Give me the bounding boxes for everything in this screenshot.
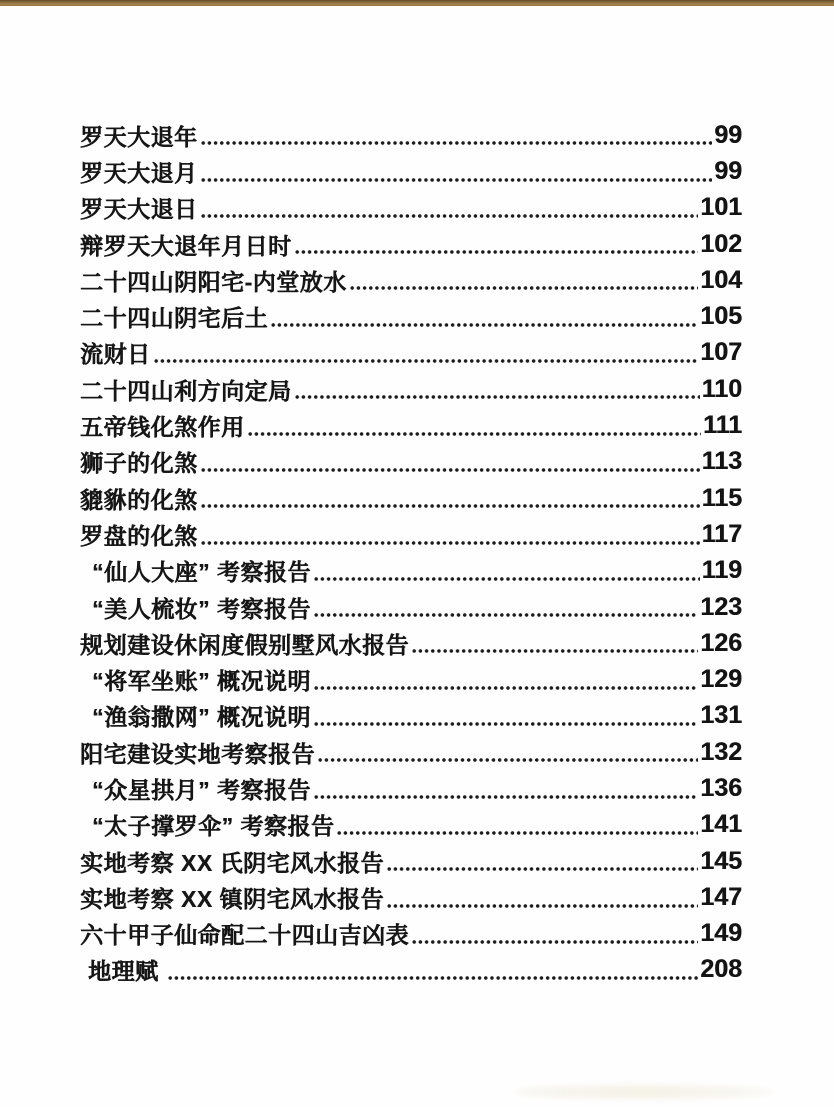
toc-entry <box>80 879 742 915</box>
toc-entry-title: 辩罗天大退年月日时 <box>80 232 292 259</box>
toc-entry-page-number: 115 <box>701 483 742 512</box>
toc-entry-page-number: 110 <box>701 374 742 403</box>
dot-leader <box>201 214 699 218</box>
toc-entry <box>80 190 742 226</box>
toc-entry <box>80 916 742 952</box>
toc-entry-page-number: 129 <box>700 665 742 694</box>
toc-entry-title: 实地考察 XX 氏阴宅风水报告 <box>80 849 384 876</box>
dot-leader <box>168 976 698 980</box>
dot-leader <box>201 468 700 472</box>
toc-entry-page-number: 208 <box>700 955 742 984</box>
dot-leader <box>201 541 700 545</box>
toc-entry-page-number: 117 <box>701 519 742 548</box>
dot-leader <box>314 795 698 799</box>
toc-entry-page-number: 145 <box>700 846 742 875</box>
toc-entry-page-number: 131 <box>700 701 742 730</box>
toc-entry-title: 罗盘的化煞 <box>80 522 198 549</box>
toc-entry <box>80 516 742 552</box>
toc-entry <box>80 589 742 625</box>
toc-entry-title: “众星拱月” 考察报告 <box>92 776 311 803</box>
toc-entry-page-number: 107 <box>700 338 742 367</box>
dot-leader <box>314 686 698 690</box>
toc-entry <box>80 262 742 298</box>
toc-entry-title: 二十四山利方向定局 <box>80 377 292 404</box>
dot-leader <box>201 178 713 182</box>
toc-entry-page-number: 147 <box>700 882 742 911</box>
top-border-bar <box>0 0 834 6</box>
dot-leader <box>350 286 699 290</box>
toc-entry-page-number: 105 <box>700 302 742 331</box>
toc-entry-title: 阳宅建设实地考察报告 <box>80 740 315 767</box>
dot-leader <box>314 722 698 726</box>
toc-entry-page-number: 136 <box>700 773 742 802</box>
dot-leader <box>337 831 698 835</box>
toc-entry-title: 二十四山阴宅后土 <box>80 305 268 332</box>
toc-entry <box>80 335 742 371</box>
toc-entry <box>80 117 742 153</box>
toc-entry <box>80 407 742 443</box>
toc-entry <box>80 625 742 661</box>
toc-entry-title: “渔翁撒网” 概况说明 <box>92 704 311 731</box>
toc-entry-page-number: 111 <box>703 411 742 440</box>
toc-entry <box>80 553 742 589</box>
toc-entry-title: 五帝钱化煞作用 <box>80 414 245 441</box>
toc-entry-title: 罗天大退年 <box>80 123 198 150</box>
toc-entry-page-number: 104 <box>700 265 742 294</box>
toc-entry-page-number: 113 <box>701 447 742 476</box>
dot-leader <box>387 867 698 871</box>
dot-leader <box>412 940 698 944</box>
toc-entry-page-number: 99 <box>714 120 742 149</box>
toc-entry-page-number: 149 <box>700 919 742 948</box>
dot-leader <box>201 504 700 508</box>
toc-entry <box>80 298 742 334</box>
toc-entry <box>80 698 742 734</box>
dot-leader <box>412 649 698 653</box>
scan-artifact <box>514 1085 774 1099</box>
table-of-contents <box>80 117 742 988</box>
dot-leader <box>314 613 698 617</box>
toc-entry-page-number: 141 <box>700 810 742 839</box>
toc-entry-page-number: 99 <box>714 156 742 185</box>
dot-leader <box>318 758 698 762</box>
toc-entry-title: “仙人大座” 考察报告 <box>92 559 311 586</box>
toc-entry-title: 貔貅的化煞 <box>80 486 198 513</box>
toc-entry-page-number: 119 <box>701 556 742 585</box>
dot-leader <box>201 141 713 145</box>
dot-leader <box>248 432 702 436</box>
toc-entry <box>80 952 742 988</box>
toc-entry-page-number: 132 <box>700 737 742 766</box>
toc-entry <box>80 770 742 806</box>
toc-entry-page-number: 102 <box>700 229 742 258</box>
toc-entry-page-number: 126 <box>700 628 742 657</box>
dot-leader <box>314 577 700 581</box>
dot-leader <box>295 395 700 399</box>
toc-entry <box>80 661 742 697</box>
dot-leader <box>387 904 698 908</box>
toc-entry-title: 流财日 <box>80 341 151 368</box>
toc-entry-title: 罗天大退月 <box>80 159 198 186</box>
toc-entry <box>80 371 742 407</box>
toc-entry <box>80 226 742 262</box>
toc-entry-title: “美人梳妆” 考察报告 <box>92 595 311 622</box>
toc-entry-title: 地理赋 <box>88 958 166 985</box>
toc-entry <box>80 444 742 480</box>
toc-entry-title: 罗天大退日 <box>80 196 198 223</box>
toc-entry-title: 六十甲子仙命配二十四山吉凶表 <box>80 922 409 949</box>
dot-leader <box>295 250 699 254</box>
toc-entry-title: 狮子的化煞 <box>80 450 198 477</box>
dot-leader <box>154 359 699 363</box>
toc-entry <box>80 734 742 770</box>
toc-entry <box>80 153 742 189</box>
toc-entry-title: 实地考察 XX 镇阴宅风水报告 <box>80 885 384 912</box>
toc-entry <box>80 807 742 843</box>
toc-entry <box>80 843 742 879</box>
toc-entry-page-number: 123 <box>700 592 742 621</box>
toc-entry-title: 二十四山阴阳宅-内堂放水 <box>80 268 347 295</box>
toc-entry <box>80 480 742 516</box>
toc-entry-title: “将军坐账” 概况说明 <box>92 668 311 695</box>
toc-entry-title: “太子撑罗伞” 考察报告 <box>92 813 335 840</box>
toc-entry-page-number: 101 <box>700 193 742 222</box>
dot-leader <box>271 323 698 327</box>
toc-entry-title: 规划建设休闲度假别墅风水报告 <box>80 631 409 658</box>
